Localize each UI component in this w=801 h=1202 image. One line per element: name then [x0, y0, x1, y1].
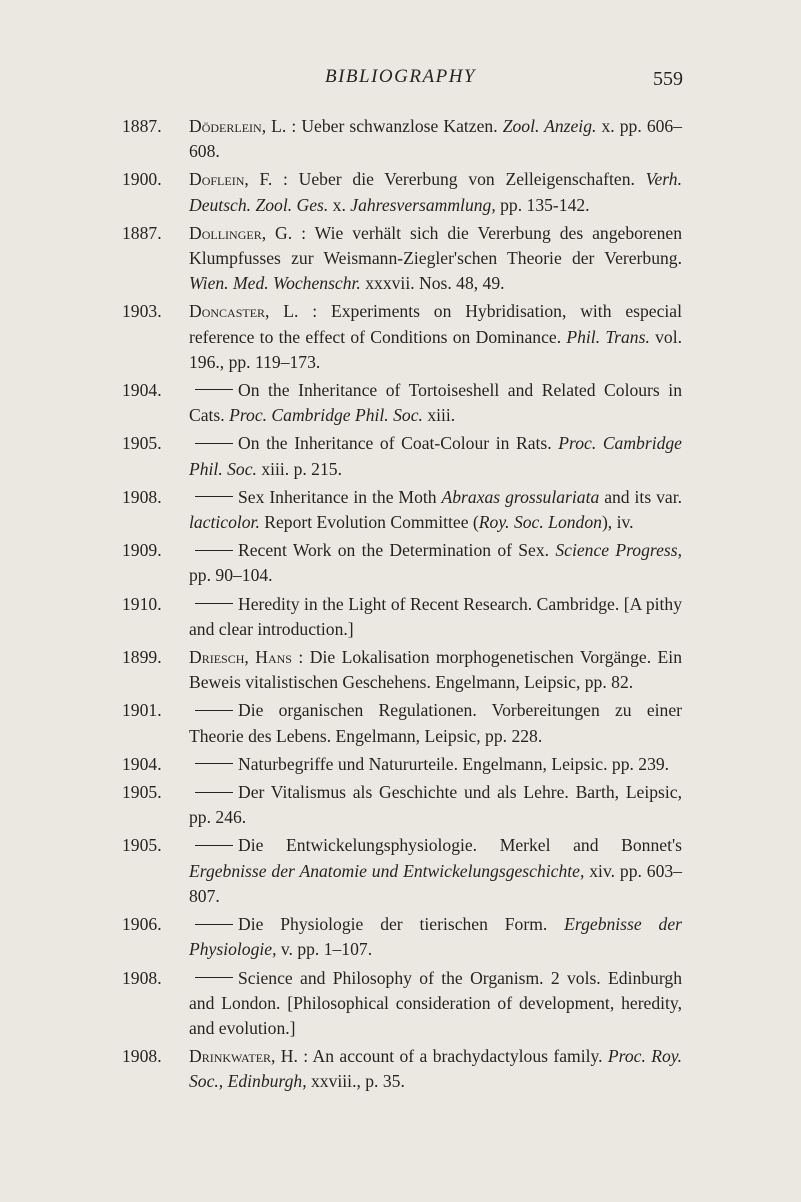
- ditto-dash: [195, 389, 233, 390]
- entry-year: 1909.: [122, 540, 162, 561]
- entry-text: xxviii., p. 35.: [306, 1071, 405, 1092]
- entry-text: xiv. pp. 603–807.: [189, 860, 682, 906]
- bibliography-entry: [122, 114, 682, 164]
- ditto-dash: [195, 550, 233, 551]
- entry-year: 1887.: [122, 116, 162, 136]
- bibliography-entry: [122, 780, 682, 830]
- entry-title-italic: Proc. Roy. Soc., Edinburgh,: [189, 1046, 682, 1092]
- bibliography-entry: [122, 592, 682, 642]
- ditto-dash: [195, 845, 233, 846]
- entry-year: 1899.: [122, 647, 162, 668]
- entry-text: Science and Philosophy of the Organism. 2 vols. Edinburgh and London. [Philosophical consideration of development, heredity, and evolution.]: [189, 967, 682, 1038]
- entry-text: Report Evolution Committee (: [259, 512, 479, 533]
- entry-title-italic: Proc. Cambridge Phil. Soc.: [189, 433, 682, 479]
- entry-year: 1901.: [122, 700, 162, 721]
- entry-title-italic: Ergebnisse der Anatomie und Entwickelungsgeschichte,: [189, 860, 585, 881]
- bibliography-entry: [122, 912, 682, 962]
- ditto-dash: [195, 710, 233, 711]
- entry-year: 1908.: [122, 1046, 162, 1067]
- entry-title-italic: Zool. Anzeig.: [502, 116, 597, 136]
- entry-author: Drinkwater, H.: [189, 1046, 298, 1067]
- ditto-dash: [195, 443, 233, 444]
- entry-title-italic: Abraxas grossulariata: [441, 486, 600, 507]
- entry-text: v. pp. 1–107.: [276, 939, 373, 960]
- entry-text: : Wie verhält sich die Vererbung des angeborenen Klumpfusses zur Weismann-Ziegler'schen Theorie der Vererbung.: [189, 222, 682, 269]
- entry-title-italic: lacticolor.: [189, 512, 260, 533]
- entry-text: vol. 196., pp. 119–173.: [189, 326, 682, 372]
- ditto-dash: [195, 792, 233, 793]
- bibliography-entry: [122, 1044, 682, 1094]
- page-number: 559: [653, 68, 683, 90]
- entry-year: 1908.: [122, 967, 162, 988]
- bibliography-entry: [122, 752, 682, 777]
- bibliography-entry: [122, 645, 682, 695]
- entry-year: 1903.: [122, 301, 162, 322]
- entry-year: 1900.: [122, 169, 162, 190]
- bibliography-entry: [122, 431, 682, 481]
- entry-text: Die Physiologie der tierischen Form.: [238, 914, 565, 935]
- entry-text: : Die Lokalisation morphogenetischen Vorgänge. Ein Beweis vitalistischen Geschehens. Engelmann, Leipsic, pp. 82.: [189, 647, 682, 693]
- entry-text: On the Inheritance of Coat-Colour in Rats.: [238, 433, 559, 454]
- bibliography-entry: [122, 833, 682, 909]
- entry-text: pp. 90–104.: [189, 565, 273, 586]
- bibliography-entry: [122, 167, 682, 217]
- bibliography-entry: [122, 538, 682, 588]
- ditto-dash: [195, 924, 233, 925]
- entry-text: Sex Inheritance in the Moth: [238, 486, 442, 507]
- entry-text: : Ueber die Vererbung von Zelleigenschaften.: [272, 169, 646, 190]
- entry-text: Heredity in the Light of Recent Research. Cambridge. [A pithy and clear introduction.]: [189, 593, 682, 639]
- entry-text: pp. 135-142.: [495, 194, 590, 215]
- entry-text: xiii.: [422, 405, 456, 426]
- entry-year: 1908.: [122, 486, 162, 507]
- bibliography-entry: [122, 698, 682, 748]
- entry-author: Doncaster, L.: [189, 301, 299, 322]
- entry-title-italic: Jahresversammlung,: [350, 194, 496, 215]
- entry-text: Recent Work on the Determination of Sex.: [238, 540, 556, 561]
- bibliography-entry: [122, 221, 682, 297]
- entry-title-italic: Wien. Med. Wochenschr.: [189, 273, 361, 294]
- entry-title-italic: Phil. Trans.: [566, 326, 650, 347]
- entry-text: : Experiments on Hybridisation, with especial reference to the effect of Conditions on Dominance.: [189, 301, 682, 347]
- entry-text: Naturbegriffe und Natururteile. Engelmann, Leipsic. pp. 239.: [238, 753, 670, 774]
- entry-title-italic: Proc. Cambridge Phil. Soc.: [229, 405, 423, 426]
- ditto-dash: [195, 977, 233, 978]
- entry-year: 1887.: [122, 222, 162, 243]
- bibliography-list: [122, 114, 682, 1098]
- bibliography-entry: [122, 966, 682, 1042]
- entry-year: 1905.: [122, 835, 162, 856]
- bibliography-entry: [122, 485, 682, 535]
- entry-year: 1905.: [122, 433, 162, 454]
- running-head: [0, 66, 801, 96]
- entry-title-italic: Ergebnisse der Physiologie,: [189, 914, 682, 960]
- ditto-dash: [195, 763, 233, 764]
- entry-text: : An account of a brachydactylous family.: [297, 1046, 608, 1067]
- entry-year: 1910.: [122, 593, 162, 614]
- entry-text: Die Entwickelungsphysiologie. Merkel and Bonnet's: [238, 835, 682, 856]
- ditto-dash: [195, 496, 233, 497]
- entry-author: Driesch, Hans: [189, 647, 292, 668]
- entry-text: On the Inheritance of Tortoiseshell and Related Colours in Cats.: [189, 380, 682, 426]
- entry-text: x.: [328, 194, 351, 215]
- entry-year: 1906.: [122, 914, 162, 935]
- ditto-dash: [195, 603, 233, 604]
- entry-text: Der Vitalismus als Geschichte und als Lehre. Barth, Leipsic, pp. 246.: [189, 782, 682, 828]
- entry-year: 1905.: [122, 782, 162, 803]
- entry-year: 1904.: [122, 753, 162, 774]
- entry-title-italic: Science Progress,: [555, 540, 682, 561]
- bibliography-entry: [122, 299, 682, 375]
- entry-text: Die organischen Regulationen. Vorbereitungen zu einer Theorie des Lebens. Engelmann, Leipsic, pp. 228.: [189, 700, 682, 746]
- entry-author: Doflein, F.: [189, 169, 273, 190]
- running-title: BIBLIOGRAPHY: [325, 66, 476, 87]
- entry-author: Döderlein, L.: [189, 116, 287, 136]
- entry-year: 1904.: [122, 380, 162, 401]
- entry-text: and its var.: [599, 486, 682, 507]
- entry-text: xxxvii. Nos. 48, 49.: [360, 273, 505, 294]
- entry-text: : Ueber schwanzlose Katzen.: [286, 116, 503, 136]
- entry-text: ), iv.: [601, 512, 634, 533]
- entry-text: xiii. p. 215.: [256, 458, 342, 479]
- entry-author: Dollinger, G.: [189, 222, 293, 243]
- bibliography-entry: [122, 378, 682, 428]
- entry-text: x. pp. 606–608.: [189, 116, 683, 162]
- entry-title-italic: Verh. Deutsch. Zool. Ges.: [189, 169, 682, 215]
- entry-title-italic: Roy. Soc. London: [478, 512, 602, 533]
